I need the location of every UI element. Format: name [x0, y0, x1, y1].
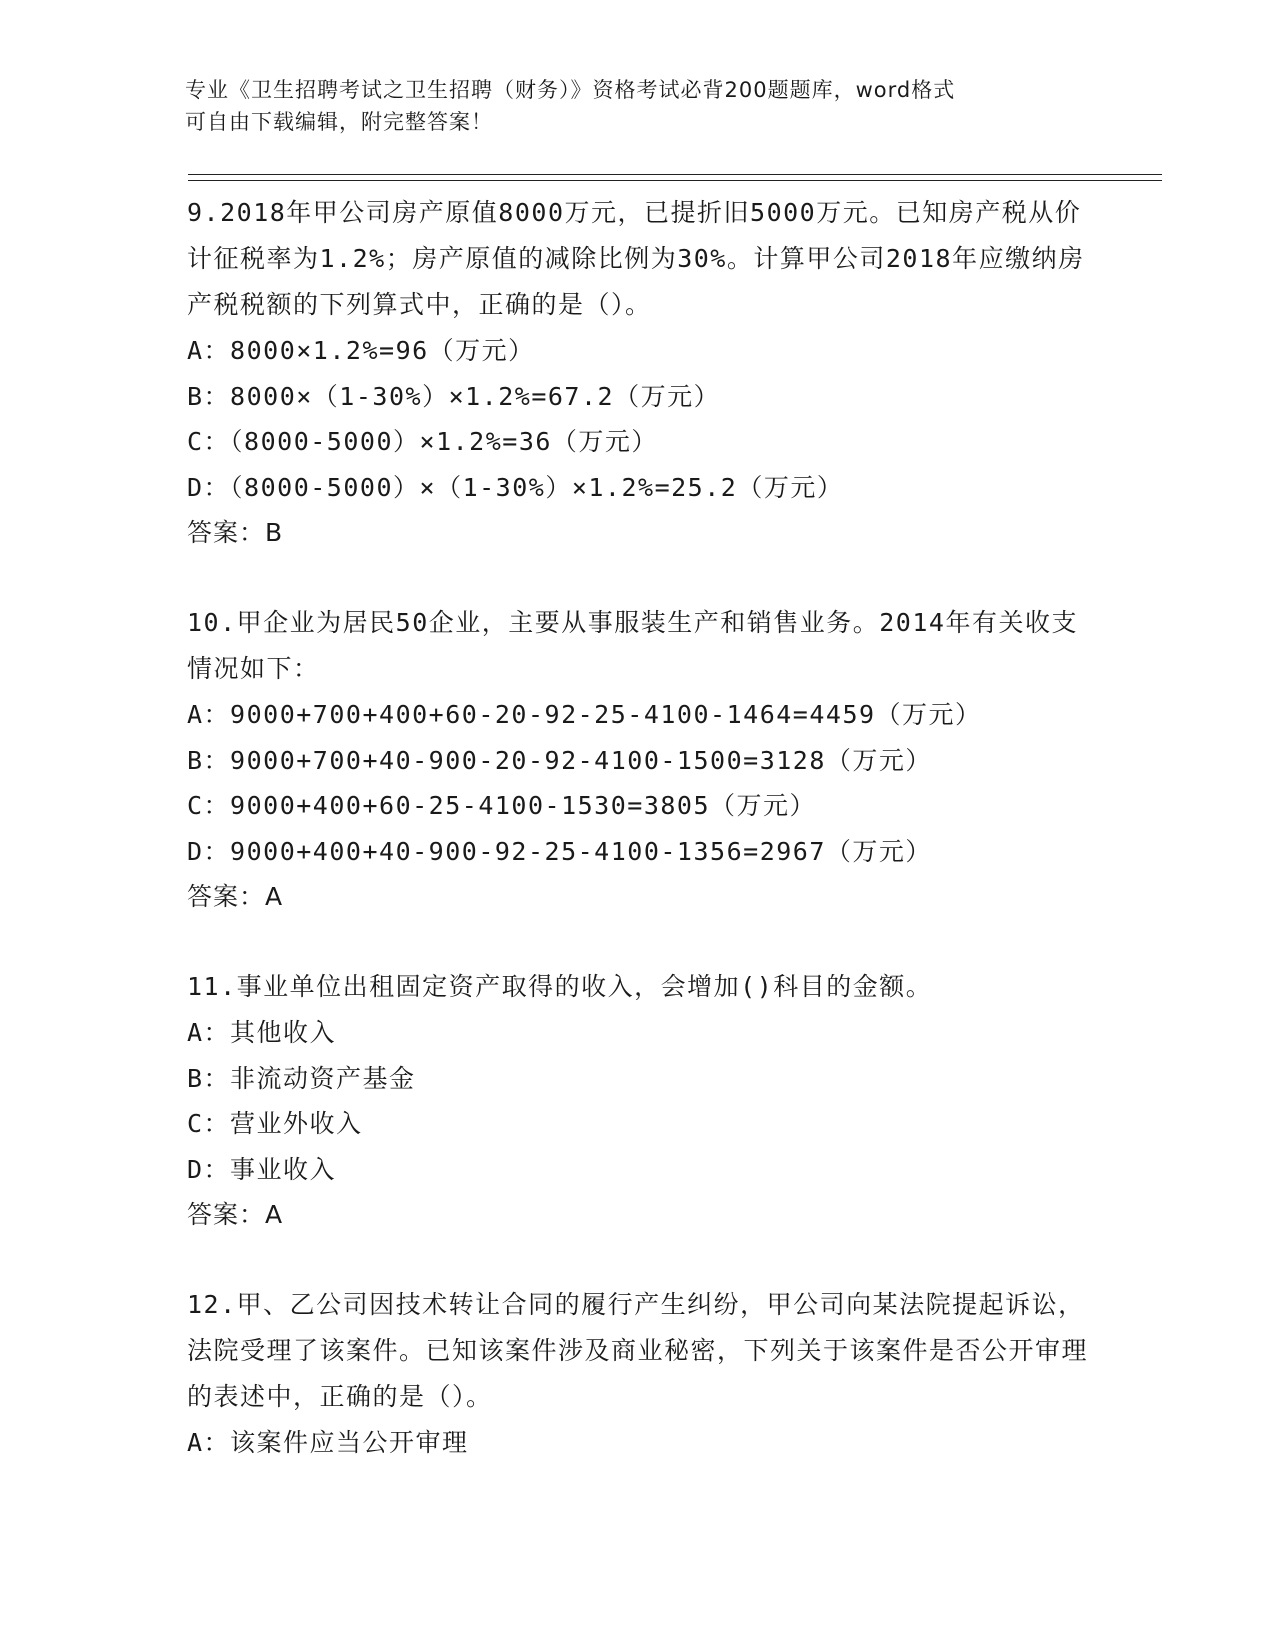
answer-key: 答案：B [187, 518, 284, 547]
answer-option: B：非流动资产基金 [187, 1063, 416, 1093]
answer-option: A：该案件应当公开审理 [187, 1428, 469, 1457]
question-stem: 9.2018年甲公司房产原值8000万元，已提折旧5000万元。已知房产税从价计征税率为1.2%；房产原值的减除比例为30%。计算甲公司2018年应缴纳房产税税额的下列算式中，正确的是（）。 [187, 198, 1085, 319]
question-stem: 11.事业单位出租固定资产取得的收入，会增加()科目的金额。 [187, 972, 933, 1001]
answer-option: D：事业收入 [187, 1154, 337, 1184]
header-line-2: 可自由下载编辑，附完整答案！ [185, 110, 493, 134]
answer-key: 答案：A [187, 1200, 284, 1229]
question-block [187, 964, 1097, 1238]
answer-option: C：9000+400+60-25-4100-1530=3805（万元） [187, 791, 817, 820]
header-divider-top [188, 174, 1162, 175]
header-line-1: 专业《卫生招聘考试之卫生招聘（财务）》资格考试必背200题题库，word格式 [185, 78, 956, 102]
question-stem: 10.甲企业为居民50企业，主要从事服装生产和销售业务。2014年有关收支情况如下： [187, 608, 1078, 683]
answer-option: A：8000×1.2%=96（万元） [187, 336, 535, 365]
answer-option: B：9000+700+40-900-20-92-4100-1500=3128（万元） [187, 745, 932, 775]
question-block [187, 600, 1097, 920]
answer-option: C：（8000-5000）×1.2%=36（万元） [187, 427, 658, 456]
question-stem: 12.甲、乙公司因技术转让合同的履行产生纠纷，甲公司向某法院提起诉讼，法院受理了该案件。已知该案件涉及商业秘密，下列关于该案件是否公开审理的表述中，正确的是（）。 [187, 1290, 1089, 1411]
answer-option: B：8000×（1-30%）×1.2%=67.2（万元） [187, 381, 721, 411]
answer-option: D：9000+400+40-900-92-25-4100-1356=2967（万元） [187, 836, 932, 866]
question-block [187, 1282, 1097, 1466]
document-header [185, 74, 1085, 138]
answer-option: C：营业外收入 [187, 1109, 363, 1138]
question-block [187, 190, 1097, 556]
question-list [187, 190, 1097, 1510]
answer-option: A：其他收入 [187, 1018, 337, 1047]
answer-option: A：9000+700+400+60-20-92-25-4100-1464=4459（万元） [187, 700, 982, 729]
answer-key: 答案：A [187, 882, 284, 911]
header-divider-bottom [188, 180, 1162, 181]
answer-option: D：（8000-5000）×（1-30%）×1.2%=25.2（万元） [187, 472, 844, 502]
